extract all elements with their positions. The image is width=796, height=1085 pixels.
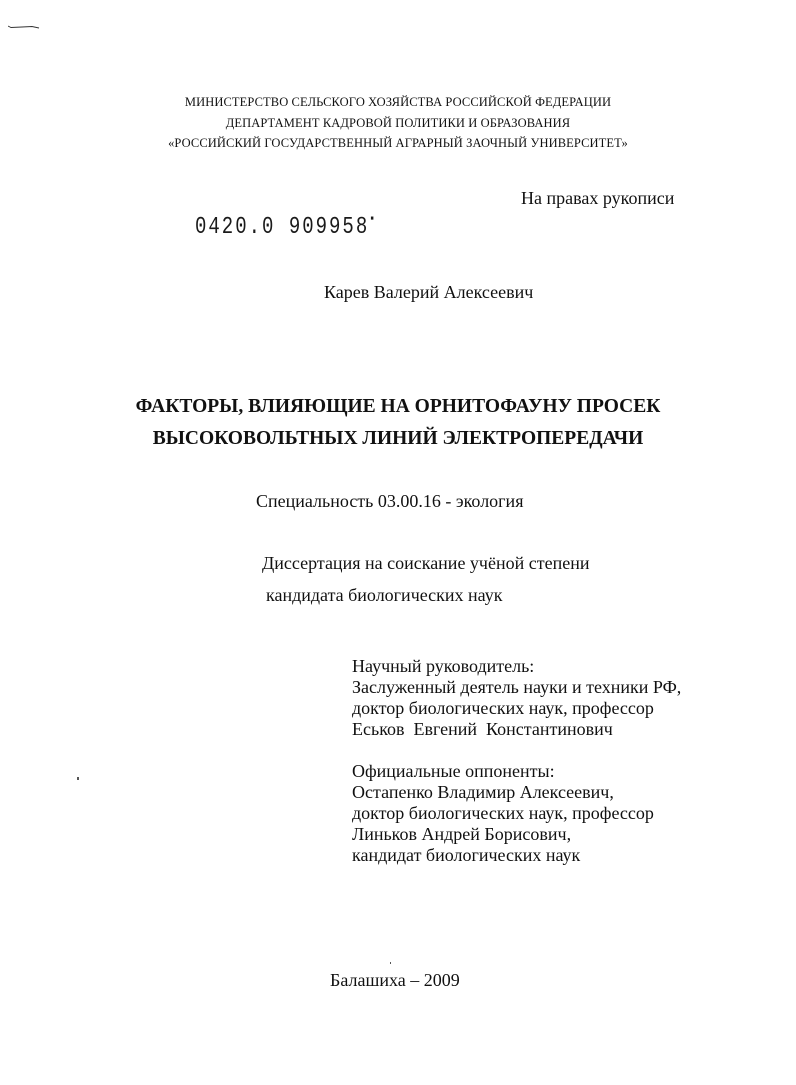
opponent-1-degree: доктор биологических наук, профессор <box>352 803 654 823</box>
specialty: Специальность 03.00.16 - экология <box>256 491 524 511</box>
manuscript-note: На правах рукописи <box>521 188 675 208</box>
pen-mark-artifact <box>8 25 40 29</box>
supervisor-name: Еськов Евгений Константинович <box>352 719 613 739</box>
stamp-number: 0420.0 909958 <box>195 213 370 241</box>
stamp-dot-mark: ▪ <box>369 213 378 227</box>
dissertation-title-line-2: ВЫСОКОВОЛЬТНЫХ ЛИНИЙ ЭЛЕКТРОПЕРЕДАЧИ <box>152 428 644 449</box>
author-name: Карев Валерий Алексеевич <box>324 282 534 302</box>
department-line: ДЕПАРТАМЕНТ КАДРОВОЙ ПОЛИТИКИ И ОБРАЗОВАНИЯ <box>225 116 571 130</box>
opponent-1-name: Остапенко Владимир Алексеевич, <box>352 782 614 802</box>
supervisor-label: Научный руководитель: <box>352 656 535 676</box>
opponents-label: Официальные оппоненты: <box>352 761 555 781</box>
supervisor-degree: доктор биологических наук, профессор <box>352 698 654 718</box>
place-and-year: Балашиха – 2009 <box>330 970 460 990</box>
degree-line-1: Диссертация на соискание учёной степени <box>262 553 590 573</box>
ministry-line: МИНИСТЕРСТВО СЕЛЬСКОГО ХОЗЯЙСТВА РОССИЙСКОЙ ФЕДЕРАЦИИ <box>184 95 612 109</box>
opponents-block <box>352 761 654 866</box>
dissertation-title-line-1: ФАКТОРЫ, ВЛИЯЮЩИЕ НА ОРНИТОФАУНУ ПРОСЕК <box>135 396 661 417</box>
opponent-2-name: Линьков Андрей Борисович, <box>352 824 572 844</box>
scan-speck <box>390 962 391 964</box>
supervisor-block <box>352 656 681 740</box>
scan-speck <box>77 777 79 780</box>
registration-stamp <box>195 213 377 241</box>
opponent-2-degree: кандидат биологических наук <box>352 845 581 865</box>
supervisor-title: Заслуженный деятель науки и техники РФ, <box>352 677 682 697</box>
degree-line-2: кандидата биологических наук <box>266 585 503 605</box>
university-line: «РОССИЙСКИЙ ГОСУДАРСТВЕННЫЙ АГРАРНЫЙ ЗАОЧНЫЙ УНИВЕРСИТЕТ» <box>168 136 628 150</box>
